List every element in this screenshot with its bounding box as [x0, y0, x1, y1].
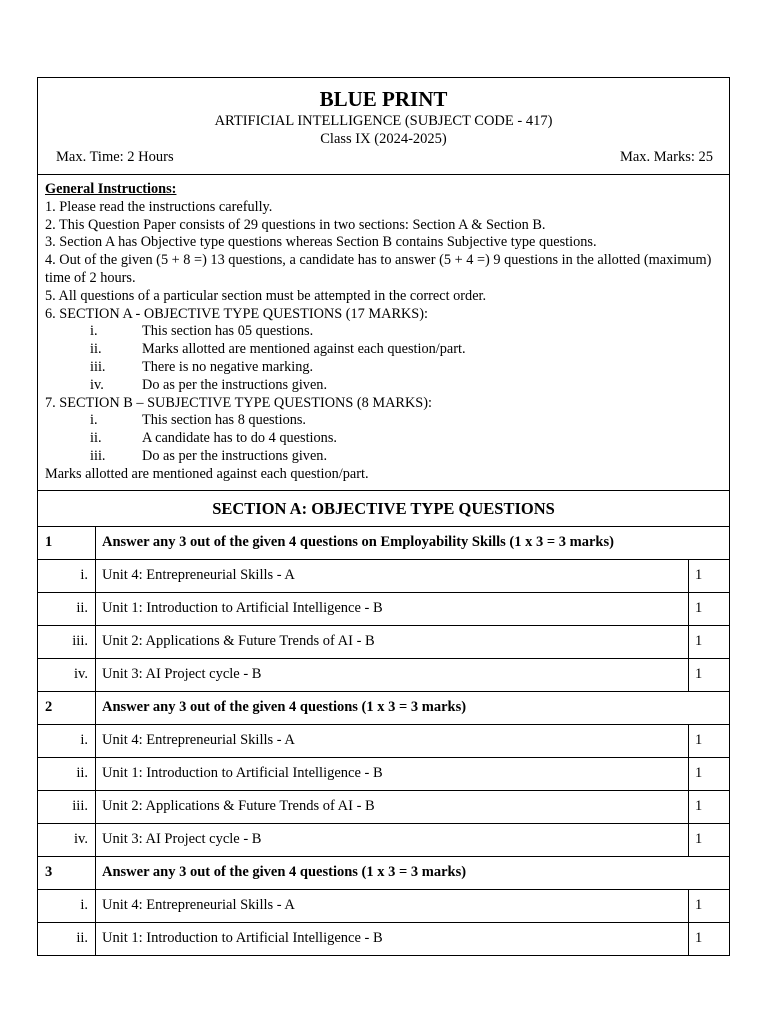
question-row — [38, 691, 729, 724]
part-row — [38, 757, 729, 790]
section-a-item — [45, 341, 721, 359]
instruction-line: 4. Out of the given (5 + 8 =) 13 questions, a candidate has to answer (5 + 4 =) 9 questions in the allotted (maximum) time of 2 hours. — [45, 252, 712, 286]
item-number: i. — [90, 412, 98, 429]
part-row — [38, 823, 729, 856]
item-text: Marks allotted are mentioned against each question/part. — [142, 341, 466, 358]
question-number: 3 — [38, 856, 96, 889]
item-text: Do as per the instructions given. — [142, 447, 328, 464]
class-line: Class IX (2024-2025) — [320, 131, 447, 147]
item-text: There is no negative marking. — [142, 358, 314, 375]
part-unit: Unit 4: Entrepreneurial Skills - A — [96, 724, 689, 757]
part-row — [38, 889, 729, 922]
instructions-footer: Marks allotted are mentioned against each question/part. — [45, 465, 369, 482]
question-text: Answer any 3 out of the given 4 questions (1 x 3 = 3 marks) — [96, 856, 730, 889]
instruction-line: 1. Please read the instructions carefully. — [45, 198, 273, 215]
part-number: iv. — [38, 658, 96, 691]
part-row — [38, 724, 729, 757]
part-row — [38, 559, 729, 592]
part-marks: 1 — [689, 922, 730, 955]
part-marks: 1 — [689, 757, 730, 790]
instructions-heading: General Instructions: — [45, 181, 177, 197]
question-row — [38, 527, 729, 560]
question-text: Answer any 3 out of the given 4 questions on Employability Skills (1 x 3 = 3 marks) — [102, 534, 614, 551]
item-number: iii. — [90, 358, 106, 375]
section-a-item — [45, 323, 721, 341]
part-marks: 1 — [689, 592, 730, 625]
max-marks: Max. Marks: 25 — [619, 149, 713, 165]
part-number: ii. — [38, 592, 96, 625]
general-instructions — [38, 175, 729, 491]
part-row — [38, 790, 729, 823]
subject-line: ARTIFICIAL INTELLIGENCE (SUBJECT CODE - 417) — [214, 113, 553, 129]
part-number: iii. — [38, 790, 96, 823]
item-number: iii. — [90, 447, 106, 464]
part-marks: 1 — [689, 724, 730, 757]
part-number: i. — [38, 889, 96, 922]
part-row — [38, 922, 729, 955]
part-marks: 1 — [689, 625, 730, 658]
instruction-line: 5. All questions of a particular section must be attempted in the correct order. — [45, 287, 487, 304]
part-marks: 1 — [689, 559, 730, 592]
question-row — [38, 856, 729, 889]
max-time: Max. Time: 2 Hours — [56, 149, 174, 165]
question-text: Answer any 3 out of the given 4 questions (1 x 3 = 3 marks) — [96, 691, 730, 724]
part-marks: 1 — [689, 658, 730, 691]
part-unit: Unit 2: Applications & Future Trends of AI - B — [96, 625, 689, 658]
instruction-line: 6. SECTION A - OBJECTIVE TYPE QUESTIONS (17 MARKS): — [45, 305, 428, 322]
item-text: This section has 05 questions. — [142, 323, 314, 340]
section-a-item — [45, 377, 721, 395]
part-row — [38, 658, 729, 691]
item-number: ii. — [90, 430, 102, 447]
part-number: ii. — [38, 757, 96, 790]
question-number: 1 — [38, 527, 96, 560]
part-unit: Unit 3: AI Project cycle - B — [96, 823, 689, 856]
item-text: Do as per the instructions given. — [142, 376, 328, 393]
item-number: i. — [90, 323, 98, 340]
part-unit: Unit 4: Entrepreneurial Skills - A — [96, 559, 689, 592]
part-number: i. — [38, 559, 96, 592]
part-marks: 1 — [689, 790, 730, 823]
part-unit: Unit 1: Introduction to Artificial Intelligence - B — [96, 922, 689, 955]
section-b-item — [45, 448, 721, 466]
part-unit: Unit 2: Applications & Future Trends of AI - B — [96, 790, 689, 823]
part-marks: 1 — [689, 823, 730, 856]
part-unit: Unit 1: Introduction to Artificial Intelligence - B — [96, 592, 689, 625]
part-row — [38, 592, 729, 625]
section-a-title: SECTION A: OBJECTIVE TYPE QUESTIONS — [38, 491, 729, 527]
blueprint-document — [37, 77, 730, 956]
item-text: This section has 8 questions. — [142, 412, 307, 429]
document-header — [38, 78, 729, 175]
instruction-line: 3. Section A has Objective type questions whereas Section B contains Subjective type questions. — [45, 234, 597, 251]
part-row — [38, 625, 729, 658]
questions-table — [38, 527, 729, 955]
part-unit: Unit 3: AI Project cycle - B — [96, 658, 689, 691]
part-unit: Unit 1: Introduction to Artificial Intelligence - B — [96, 757, 689, 790]
section-b-heading: 7. SECTION B – SUBJECTIVE TYPE QUESTIONS (8 MARKS): — [45, 394, 432, 411]
section-b-item — [45, 412, 721, 430]
instruction-line: 2. This Question Paper consists of 29 questions in two sections: Section A & Section B. — [45, 216, 546, 233]
page-title: BLUE PRINT — [319, 87, 448, 111]
meta-row — [54, 148, 713, 166]
part-marks: 1 — [689, 889, 730, 922]
question-number: 2 — [38, 691, 96, 724]
part-number: iv. — [38, 823, 96, 856]
item-number: iv. — [90, 376, 104, 393]
item-number: ii. — [90, 341, 102, 358]
part-number: i. — [38, 724, 96, 757]
item-text: A candidate has to do 4 questions. — [142, 430, 337, 447]
section-a-item — [45, 359, 721, 377]
part-unit: Unit 4: Entrepreneurial Skills - A — [96, 889, 689, 922]
part-number: iii. — [38, 625, 96, 658]
section-b-item — [45, 430, 721, 448]
part-number: ii. — [38, 922, 96, 955]
